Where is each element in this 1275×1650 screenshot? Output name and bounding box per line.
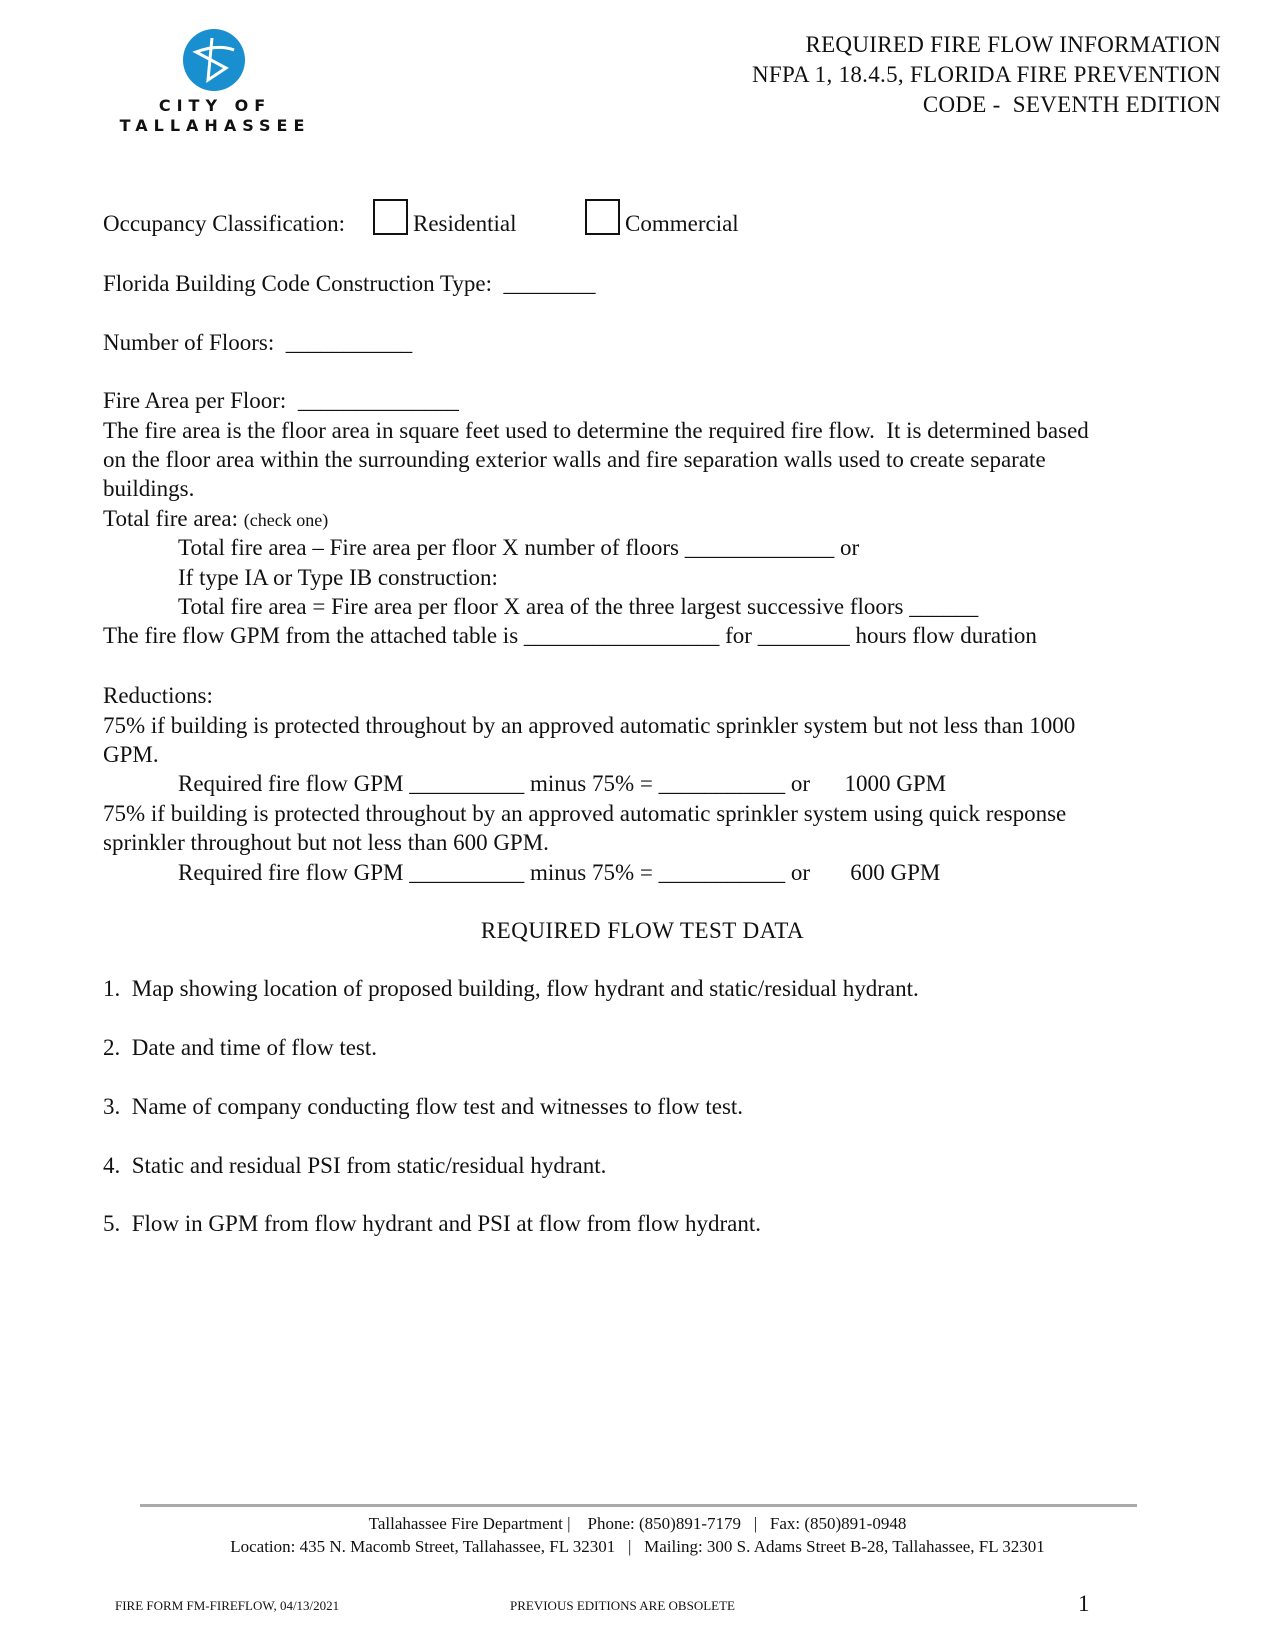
header-title-line1: REQUIRED FIRE FLOW INFORMATION <box>805 32 1221 57</box>
reduction2-text-line1: 75% if building is protected throughout by an approved automatic sprinkler system using quick response <box>103 801 1067 826</box>
residential-checkbox[interactable] <box>373 199 408 235</box>
commercial-checkbox[interactable] <box>585 199 620 235</box>
fire-area-description-line2: on the floor area within the surrounding exterior walls and fire separation walls used to create separate <box>103 447 1046 472</box>
city-logo <box>115 28 315 138</box>
reduction1-text-line2: GPM. <box>103 742 159 767</box>
header-title-line2: NFPA 1, 18.4.5, FLORIDA FIRE PREVENTION <box>752 62 1221 87</box>
page-number: 1 <box>1078 1591 1090 1616</box>
reduction1-text-line1: 75% if building is protected throughout by an approved automatic sprinkler system but not less than 1000 <box>103 713 1076 738</box>
test-data-item-3: 3. Name of company conducting flow test and witnesses to flow test. <box>103 1094 744 1119</box>
reduction1-calculation[interactable]: Required fire flow GPM __________ minus 75% = ___________ or 1000 GPM <box>178 771 947 796</box>
reduction2-calculation[interactable]: Required fire flow GPM __________ minus 75% = ___________ or 600 GPM <box>178 860 941 885</box>
occupancy-label: Occupancy Classification: <box>103 211 346 236</box>
flow-test-data-heading: REQUIRED FLOW TEST DATA <box>480 918 805 943</box>
residential-label: Residential <box>413 211 517 236</box>
obsolete-notice: PREVIOUS EDITIONS ARE OBSOLETE <box>510 1598 735 1613</box>
type-ia-ib-note: If type IA or Type IB construction: <box>178 565 498 590</box>
fire-area-description-line1: The fire area is the floor area in square feet used to determine the required fire flow. It is determined based <box>103 418 1089 443</box>
footer-address-line: Location: 435 N. Macomb Street, Tallahassee, FL 32301 | Mailing: 300 S. Adams Street B-28, Tallahassee, FL 32301 <box>230 1537 1045 1556</box>
reduction2-text-line2: sprinkler throughout but not less than 600 GPM. <box>103 830 549 855</box>
test-data-item-4: 4. Static and residual PSI from static/residual hydrant. <box>103 1153 607 1178</box>
commercial-label: Commercial <box>625 211 739 236</box>
reductions-title: Reductions: <box>103 683 213 708</box>
construction-type-field[interactable]: Florida Building Code Construction Type: ________ <box>103 271 596 296</box>
test-data-item-1: 1. Map showing location of proposed building, flow hydrant and static/residual hydrant. <box>103 976 919 1001</box>
test-data-item-5: 5. Flow in GPM from flow hydrant and PSI at flow from flow hydrant. <box>103 1211 761 1236</box>
total-fire-area-option2[interactable]: Total fire area = Fire area per floor X area of the three largest successive floors ______ <box>178 594 979 619</box>
footer-contact-line: Tallahassee Fire Department | Phone: (850)891-7179 | Fax: (850)891-0948 <box>368 1514 907 1533</box>
fire-area-per-floor-field[interactable]: Fire Area per Floor: ______________ <box>103 388 459 413</box>
fire-area-description-line3: buildings. <box>103 476 195 501</box>
number-of-floors-field[interactable]: Number of Floors: ___________ <box>103 330 413 355</box>
footer-divider <box>140 1504 1137 1507</box>
fire-flow-gpm-field[interactable]: The fire flow GPM from the attached table is _________________ for ________ hours flow duration <box>103 623 1037 648</box>
logo-text-city-of: CITY OF <box>158 96 272 115</box>
test-data-item-2: 2. Date and time of flow test. <box>103 1035 378 1060</box>
logo-text-tallahassee: TALLAHASSEE <box>119 116 311 135</box>
total-fire-area-label <box>103 505 328 534</box>
total-fire-area-text: Total fire area: <box>103 506 244 531</box>
form-id: FIRE FORM FM-FIREFLOW, 04/13/2021 <box>115 1598 340 1613</box>
header-title-line3: CODE - SEVENTH EDITION <box>922 92 1221 117</box>
check-one-note: (check one) <box>243 510 329 530</box>
total-fire-area-option1[interactable]: Total fire area – Fire area per floor X number of floors _____________ or <box>178 535 860 560</box>
star-emblem-icon <box>182 28 246 92</box>
